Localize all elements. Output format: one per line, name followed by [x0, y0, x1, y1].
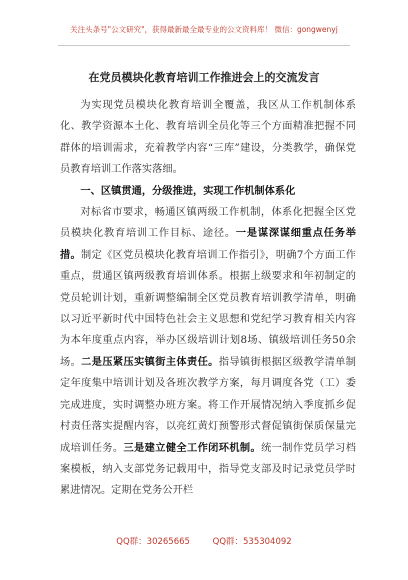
s1-text-e: 统一制作党员学习档案模板，纳入支部党务记载用中，指导党支部及时记录党员学时累进情况。定期在党务公开栏: [60, 442, 356, 497]
footer-qq-group-2: QQ群：535304092: [212, 537, 292, 547]
s1-text-c: 制定《区党员模块化教育培训工作指引》，明确7个方面工作重点，贯通区镇两级教育培训体系。根据上级要求和年初制定的党员轮训计划，重新调整编制全区党员教育培训教学清单，明确以习近平新时代中国特色社会主义思想和党纪学习教育相关内容为本年度重点内容，举办区级培训计划8场、镇级培训任务50余场。: [60, 249, 356, 368]
s1-point-3: 三是建立健全工作闭环机制。: [123, 441, 262, 454]
section-heading-1: 一、区镇贯通，分级推进，实现工作机制体系化: [80, 184, 296, 197]
s1-point-1: 一是谋深谋细重点任务举措。: [60, 227, 356, 261]
header-divider: [58, 45, 350, 46]
footer-qq-group-1: QQ群：30265665: [116, 537, 190, 547]
section1-paragraph: [60, 202, 356, 502]
page-header-banner: 关注头条号"公文研究"，获得最新最全最专业的公文资料库！ 微信：gongwenyj: [70, 25, 338, 34]
s1-point-2: 二是压紧压实镇街主体责任。: [81, 355, 219, 368]
s1-text-a: 对标省市要求，畅通区镇两级工作机制，体系化把握全区党员模块化教育培训工作目标、途径。: [60, 207, 356, 240]
document-body: [60, 95, 356, 502]
document-title: 在党员模块化教育培训工作推进会上的交流发言: [88, 71, 320, 84]
intro-paragraph: 为实现党员模块化教育培训全覆盖，我区从工作机制体系化、教学资源本土化、教育培训全员化等三个方面精准把握不同群体的培训需求，充着教学内容“三库”建设，分类教学，确保党员教育培训工作落实落细。: [60, 100, 356, 176]
page-footer: [0, 535, 408, 547]
s1-text-d: 指导镇街根据区级教学清单制定年度集中培训计划及各班次教学方案，每月调度各党（工）委完成进度，实时调整办班方案。将工作开展情况纳入季度抓乡促村责任落实提醒内容，以亮红黄灯预警形式督促镇街保质保量完成培训任务。: [60, 356, 356, 454]
